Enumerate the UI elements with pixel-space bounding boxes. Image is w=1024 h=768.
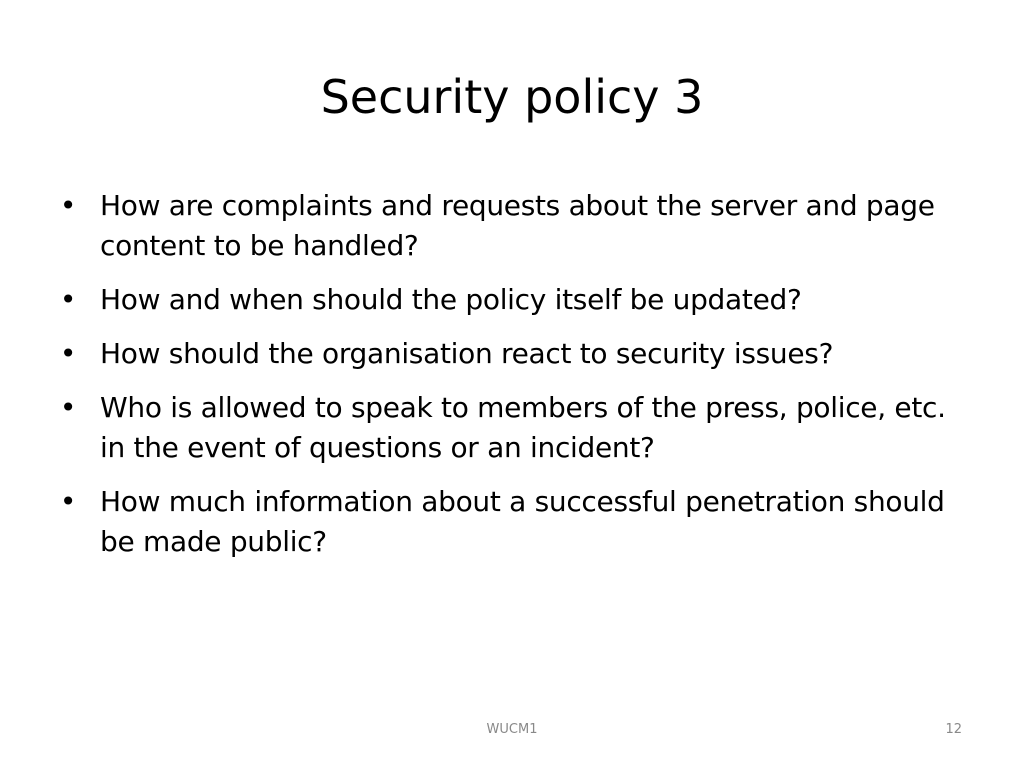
- bullet-item: [58, 280, 978, 320]
- bullet-text: Who is allowed to speak to members of the press, police, etc. in the event of questions or an incident?: [100, 391, 946, 464]
- slide-number: 12: [945, 722, 962, 737]
- bullet-item: [58, 186, 978, 266]
- footer-course-code: WUCM1: [486, 722, 538, 737]
- bullet-text: How are complaints and requests about the server and page content to be handled?: [100, 189, 935, 262]
- bullet-icon: •: [59, 485, 77, 518]
- bullet-item: [58, 388, 978, 468]
- bullet-icon: •: [59, 189, 77, 222]
- bullet-text: How much information about a successful penetration should be made public?: [100, 485, 945, 558]
- bullet-icon: •: [59, 391, 77, 424]
- bullet-icon: •: [59, 337, 77, 370]
- bullet-list: [58, 186, 978, 576]
- slide-title: Security policy 3: [320, 70, 704, 124]
- bullet-icon: •: [59, 283, 77, 316]
- bullet-text: How and when should the policy itself be updated?: [100, 283, 802, 316]
- bullet-item: [58, 334, 978, 374]
- bullet-item: [58, 482, 978, 562]
- bullet-text: How should the organisation react to security issues?: [100, 337, 834, 370]
